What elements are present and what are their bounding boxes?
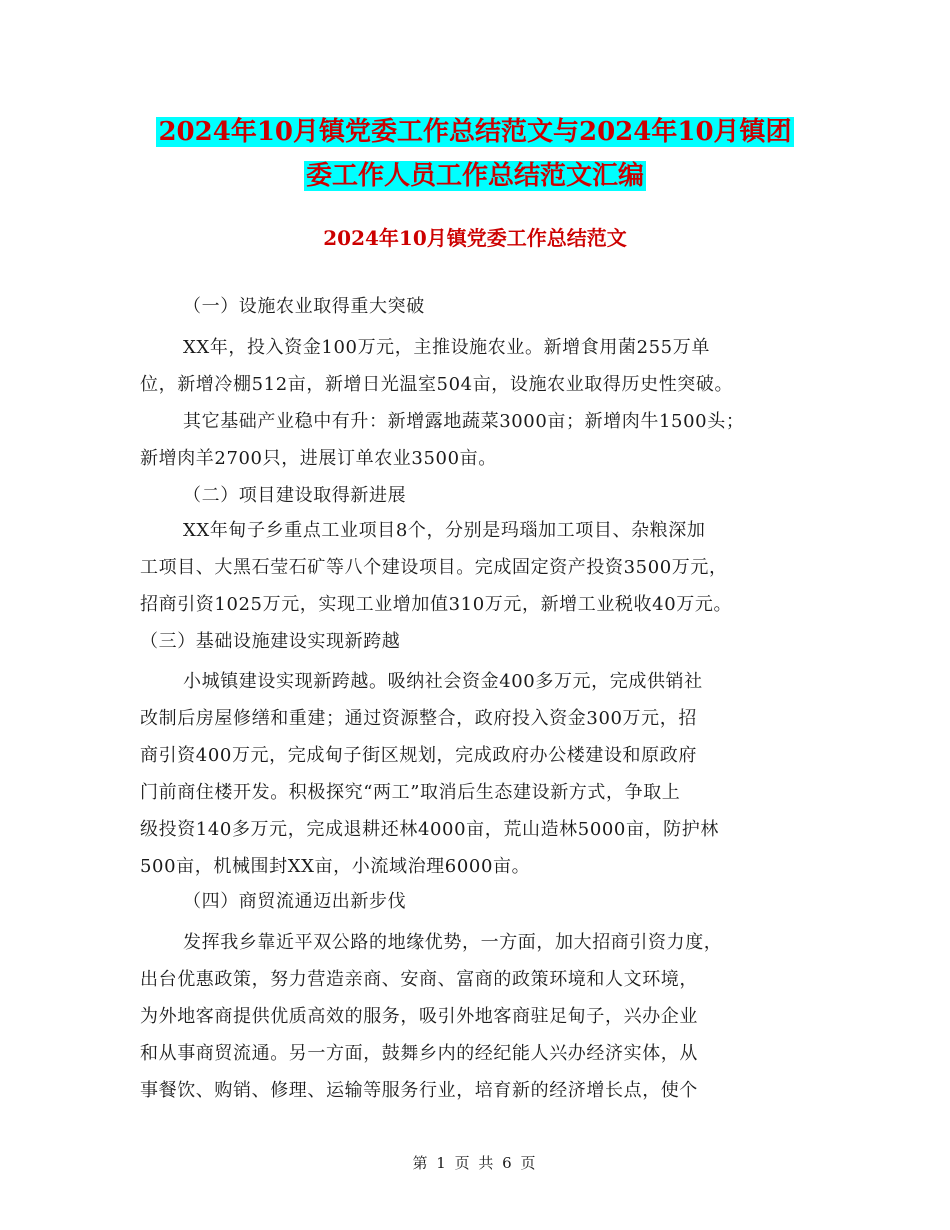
- paragraph-line: 出台优惠政策，努力营造亲商、安商、富商的政策环境和人文环境，: [140, 969, 698, 990]
- paragraph-line: XX年甸子乡重点工业项目8个，分别是玛瑙加工项目、杂粮深加: [183, 520, 706, 541]
- paragraph-line: 新增肉羊2700只，进展订单农业3500亩。: [140, 448, 497, 469]
- section-heading-3: （三）基础设施建设实现新跨越: [140, 631, 401, 652]
- paragraph-line: 小城镇建设实现新跨越。吸纳社会资金400多万元，完成供销社: [183, 671, 703, 692]
- section-heading-4: （四）商贸流通迈出新步伐: [183, 891, 407, 912]
- paragraph-line: 为外地客商提供优质高效的服务，吸引外地客商驻足甸子，兴办企业: [140, 1006, 698, 1027]
- paragraph-line: 位，新增冷棚512亩，新增日光温室504亩，设施农业取得历史性突破。: [140, 374, 734, 395]
- paragraph-line: 发挥我乡靠近平双公路的地缘优势，一方面，加大招商引资力度，: [183, 932, 723, 953]
- paragraph-line: 招商引资1025万元，实现工业增加值310万元，新增工业税收40万元。: [140, 594, 733, 615]
- paragraph-line: 商引资400万元，完成甸子街区规划，完成政府办公楼建设和原政府: [140, 745, 697, 766]
- page-number-footer: 第 1 页 共 6 页: [412, 1154, 538, 1172]
- paragraph-line: 500亩，机械围封XX亩，小流域治理6000亩。: [140, 856, 531, 877]
- section-title: 2024年10月镇党委工作总结范文: [323, 226, 627, 250]
- title-highlight-2: 委工作人员工作总结范文汇编: [305, 161, 644, 191]
- document-title-line-2: [140, 154, 810, 198]
- paragraph-line: 级投资140多万元，完成退耕还林4000亩，荒山造林5000亩，防护林: [140, 819, 719, 840]
- paragraph-line: XX年，投入资金100万元，主推设施农业。新增食用菌255万单: [183, 337, 710, 358]
- paragraph-line: 和从事商贸流通。另一方面，鼓舞乡内的经纪能人兴办经济实体，从: [140, 1043, 698, 1064]
- paragraph-line: 门前商住楼开发。积极探究“两工”取消后生态建设新方式，争取上: [140, 782, 681, 803]
- paragraph-line: 改制后房屋修缮和重建；通过资源整合，政府投入资金300万元，招: [140, 708, 697, 729]
- section-heading-2: （二）项目建设取得新进展: [183, 485, 407, 506]
- paragraph-line: 事餐饮、购销、修理、运输等服务行业，培育新的经济增长点，使个: [140, 1080, 698, 1101]
- title-highlight-1: 2024年10月镇党委工作总结范文与2024年10月镇团: [158, 117, 792, 147]
- paragraph-line: 其它基础产业稳中有升：新增露地蔬菜3000亩；新增肉牛1500头；: [183, 411, 745, 432]
- section-heading-1: （一）设施农业取得重大突破: [183, 296, 425, 317]
- paragraph-line: 工项目、大黑石莹石矿等八个建设项目。完成固定资产投资3500万元，: [140, 557, 728, 578]
- document-title-line-1: [140, 110, 810, 154]
